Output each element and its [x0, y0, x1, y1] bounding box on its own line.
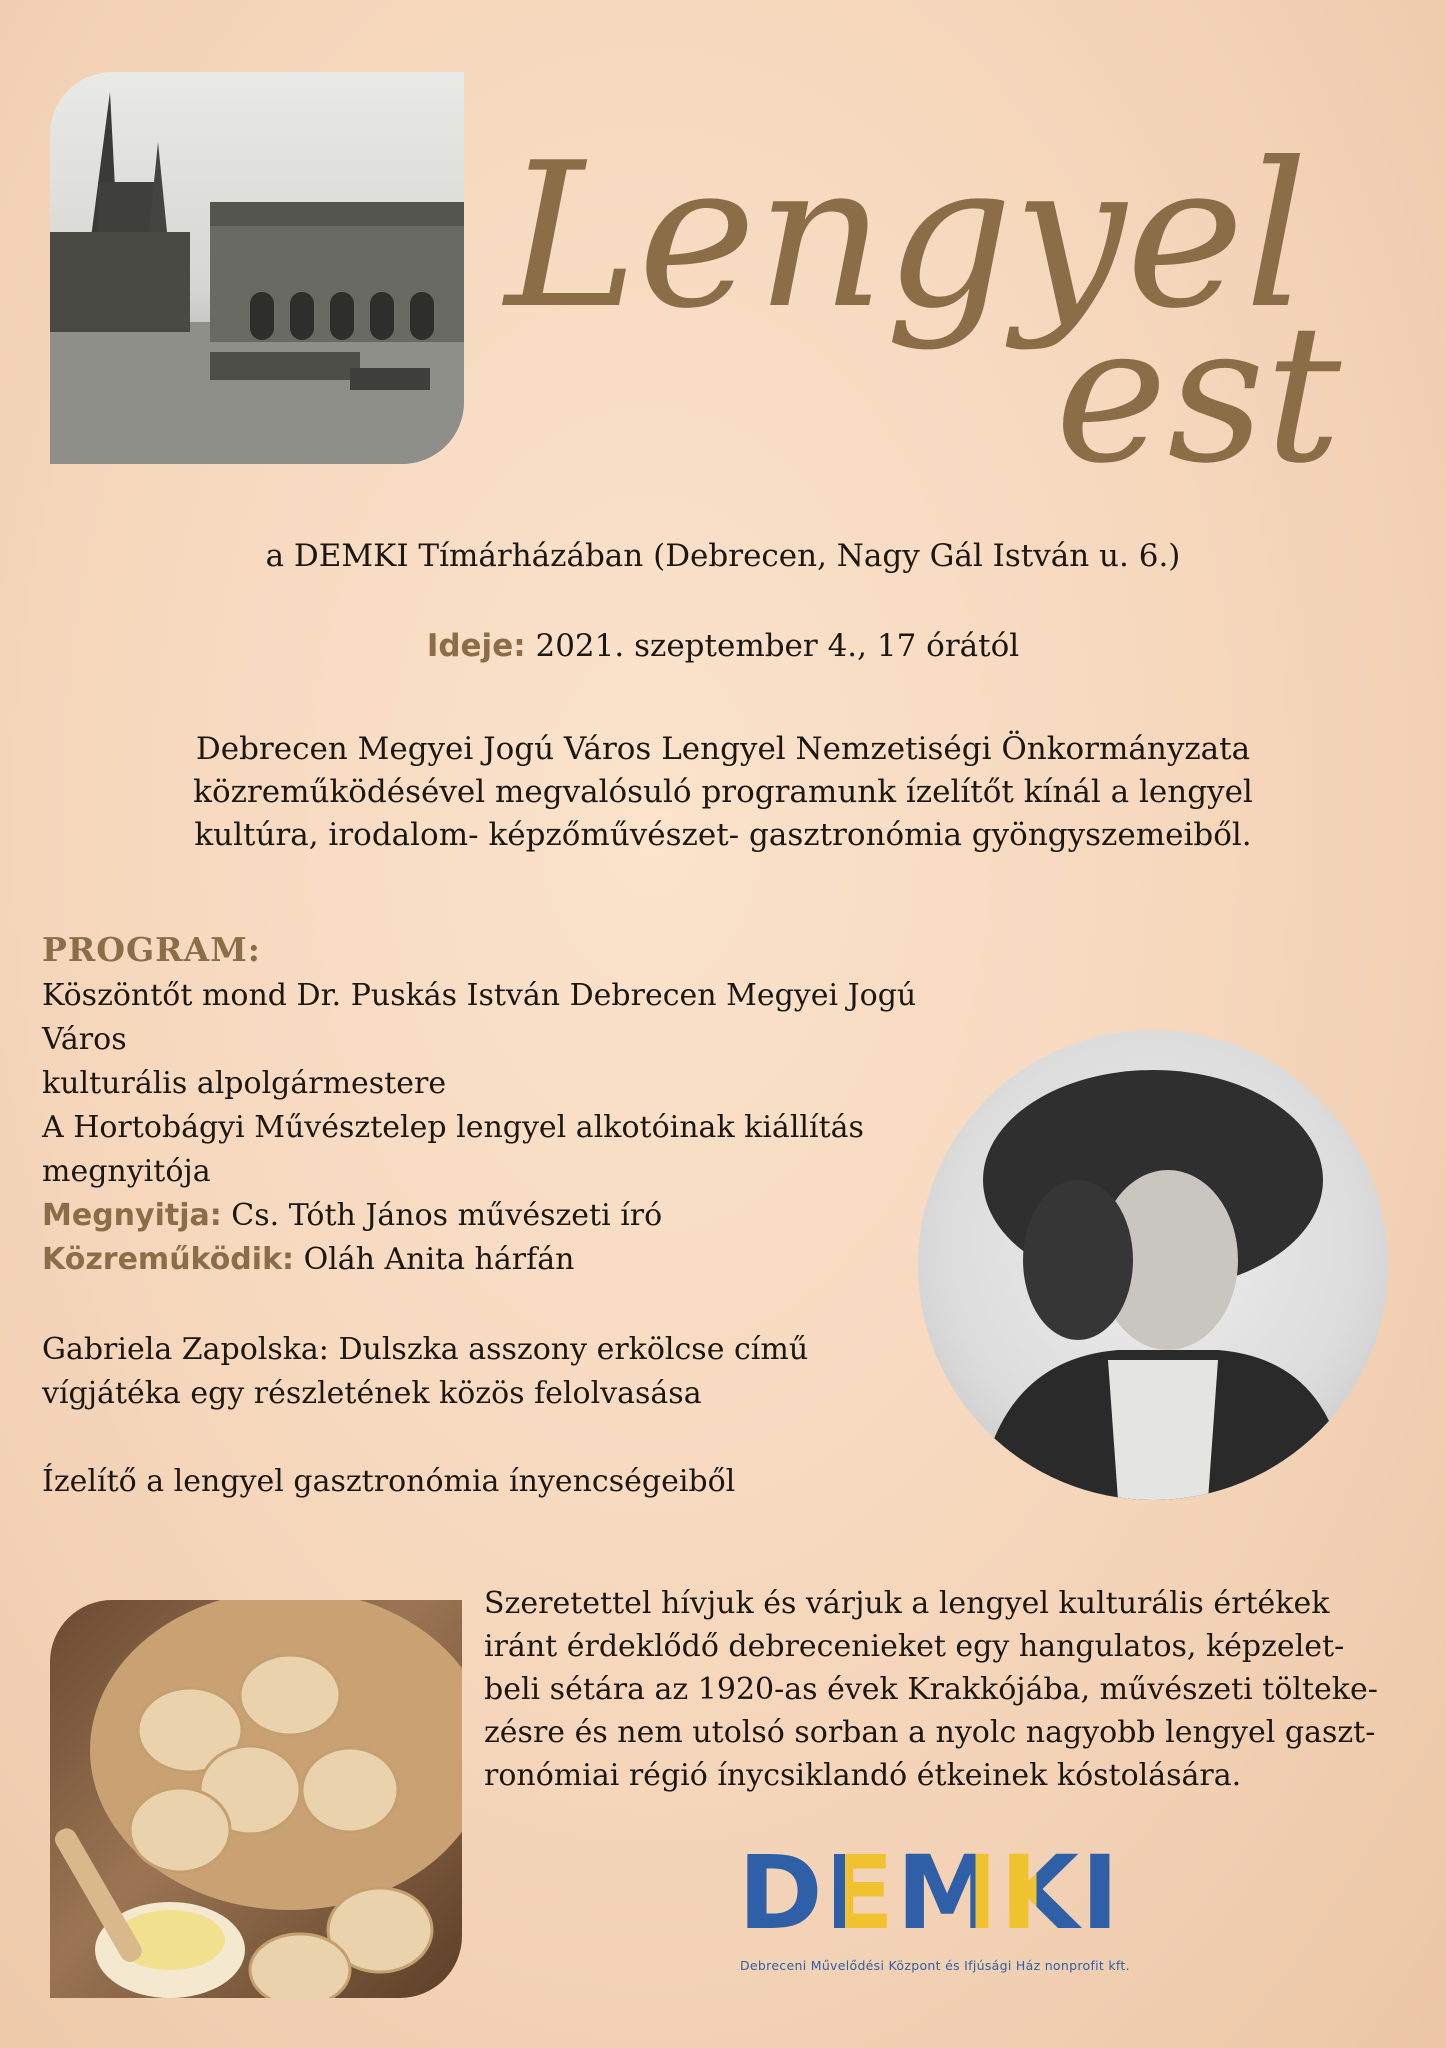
intro-line: kultúra, irodalom- képzőművészet- gasztronómia gyöngyszemeiből. [194, 817, 1252, 853]
opener-value: Cs. Tóth János művészeti író [231, 1198, 663, 1233]
invitation-line: zésre és nem utolsó sorban a nyolc nagyobb lengyel gaszt- [484, 1715, 1376, 1750]
intro-line: közreműködésével megvalósuló programunk ízelítőt kínál a lengyel [193, 774, 1253, 810]
program-greeting-line: kulturális alpolgármestere [42, 1066, 447, 1101]
program-reading-line: vígjátéka egy részletének közös felolvasása [42, 1376, 702, 1411]
program-exhibition-line: megnyitója [42, 1154, 211, 1189]
invitation-line: iránt érdeklődő debrecenieket egy hangulatos, képzelet- [484, 1629, 1345, 1664]
program-exhibition-line: A Hortobágyi Művésztelep lengyel alkotóinak kiállítás [42, 1110, 864, 1145]
invitation-line: beli sétára az 1920-as évek Krakkójába, művészeti tölteke- [484, 1672, 1378, 1707]
invitation-line: ronómiai régió ínycsiklandó étkeinek kóstolására. [484, 1758, 1242, 1793]
date-label: Ideje: [426, 628, 526, 664]
program-greeting-line: Köszöntőt mond Dr. Puskás István Debrecen Megyei Jogú Város [42, 978, 917, 1057]
intro-paragraph [120, 728, 1326, 857]
demki-logo [738, 1834, 1168, 1982]
performer-value: Oláh Anita hárfán [303, 1242, 575, 1277]
date-value: 2021. szeptember 4., 17 órától [535, 628, 1020, 664]
title-word-lengyel: Lengyel [505, 120, 1309, 353]
program-opener [42, 1194, 922, 1238]
demki-logo-subtitle: Debreceni Művelődési Központ és Ifjúsági Ház nonprofit kft. [740, 1958, 1130, 1973]
performer-label: Közreműködik: [42, 1242, 295, 1277]
polish-bread-food-photo [50, 1600, 462, 1998]
gabriela-zapolska-portrait [918, 1030, 1388, 1500]
intro-line: Debrecen Megyei Jogú Város Lengyel Nemzetiségi Önkormányzata [195, 731, 1251, 767]
demki-logo-wordmark: DEMKI [738, 1834, 1121, 1953]
program-reading-line: Gabriela Zapolska: Dulszka asszony erkölcse című [42, 1332, 809, 1367]
venue-line: a DEMKI Tímárházában (Debrecen, Nagy Gál István u. 6.) [265, 538, 1181, 574]
program-reading [42, 1328, 922, 1416]
date-line [0, 624, 1446, 668]
title-word-est: est [1055, 284, 1342, 490]
invitation-paragraph [484, 1582, 1394, 1797]
program-performer [42, 1238, 922, 1282]
opener-label: Megnyitja: [42, 1198, 222, 1233]
program-heading: PROGRAM: [42, 930, 261, 969]
program-greeting [42, 974, 922, 1106]
program-tasting: Ízelítő a lengyel gasztronómia ínyencségeiből [42, 1464, 736, 1499]
event-title [495, 60, 1405, 490]
program-exhibition [42, 1106, 922, 1282]
invitation-line: Szeretettel hívjuk és várjuk a lengyel kulturális értékek [484, 1586, 1330, 1621]
krakow-market-square-photo [50, 72, 464, 464]
